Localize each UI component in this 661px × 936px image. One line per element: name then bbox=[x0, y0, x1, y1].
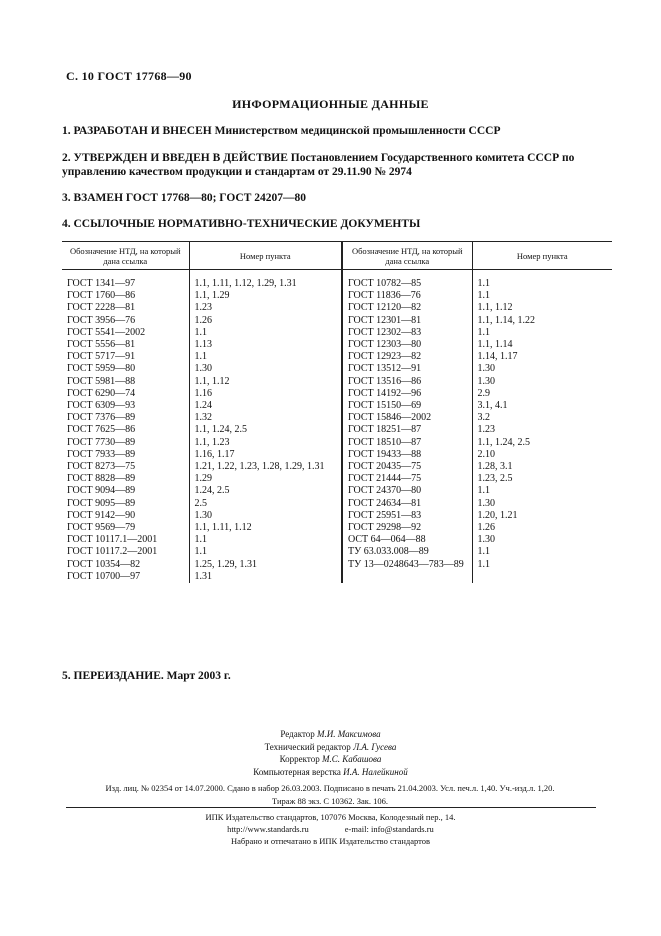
publisher-info bbox=[0, 811, 661, 847]
table-row bbox=[62, 498, 612, 510]
table-row bbox=[62, 485, 612, 497]
cell-clause: 1.14, 1.17 bbox=[472, 351, 612, 363]
cell-ntd: ГОСТ 14192—96 bbox=[342, 388, 472, 400]
cell-clause: 1.23 bbox=[472, 424, 612, 436]
cell-ntd: ГОСТ 5541—2002 bbox=[67, 326, 146, 338]
cell-ntd: ГОСТ 15846—2002 bbox=[342, 412, 472, 424]
table-row bbox=[62, 571, 612, 583]
credit-editor: Редактор М.И. Максимова bbox=[280, 729, 381, 739]
cell-clause: 1.1, 1.14, 1.22 bbox=[472, 315, 612, 327]
cell-clause: 1.1 bbox=[472, 290, 612, 302]
publisher-contacts bbox=[209, 823, 452, 835]
cell-ntd: ГОСТ 7730—89 bbox=[67, 436, 136, 448]
credit-layout: Компьютерная верстка И.А. Налейкиной bbox=[253, 766, 408, 777]
cell-ntd: ГОСТ 10700—97 bbox=[67, 570, 141, 582]
cell-ntd: ГОСТ 18251—87 bbox=[342, 424, 472, 436]
cell-clause: 1.16 bbox=[189, 388, 342, 400]
cell-clause bbox=[472, 571, 612, 583]
publisher-web-link[interactable]: http://www.standards.ru bbox=[227, 824, 309, 834]
cell-clause: 1.26 bbox=[472, 522, 612, 534]
item-lead: ВЗАМЕН ГОСТ 17768—80; ГОСТ 24207—80 bbox=[73, 192, 307, 204]
publisher-email-link[interactable]: e-mail: info@standards.ru bbox=[344, 824, 434, 834]
cell-ntd: ГОСТ 2228—81 bbox=[67, 302, 136, 314]
item-1 bbox=[62, 124, 622, 138]
table-body bbox=[62, 270, 612, 584]
cell-clause: 1.1 bbox=[189, 351, 342, 363]
cell-clause: 1.21, 1.22, 1.23, 1.28, 1.29, 1.31 bbox=[189, 461, 342, 473]
cell-clause: 3.2 bbox=[472, 412, 612, 424]
cell-clause: 1.1 bbox=[189, 534, 342, 546]
table-header-row bbox=[62, 242, 612, 270]
cell-clause: 1.13 bbox=[189, 339, 342, 351]
cell-clause: 1.1, 1.12 bbox=[189, 376, 342, 388]
cell-clause: 1.1 bbox=[189, 546, 342, 558]
cell-clause: 1.1, 1.11, 1.12 bbox=[189, 522, 342, 534]
cell-ntd: ГОСТ 1760—86 bbox=[67, 290, 136, 302]
cell-ntd: ГОСТ 24370—80 bbox=[342, 485, 472, 497]
cell-ntd: ГОСТ 8828—89 bbox=[67, 473, 136, 485]
cell-clause: 1.16, 1.17 bbox=[189, 449, 342, 461]
cell-clause: 1.1 bbox=[189, 327, 342, 339]
cell-ntd: ГОСТ 9095—89 bbox=[67, 497, 136, 509]
publication-info bbox=[30, 782, 630, 807]
cell-clause: 1.29 bbox=[189, 473, 342, 485]
cell-ntd: ГОСТ 12302—83 bbox=[342, 327, 472, 339]
publication-line: Тираж 88 экз. С 10362. Зак. 106. bbox=[271, 795, 389, 806]
cell-clause: 1.1, 1.12 bbox=[472, 302, 612, 314]
item-lead: УТВЕРЖДЕН И ВВЕДЕН В ДЕЙСТВИЕ bbox=[73, 152, 288, 164]
cell-ntd: ГОСТ 21444—75 bbox=[342, 473, 472, 485]
cell-clause: 1.30 bbox=[472, 363, 612, 375]
cell-ntd: ГОСТ 13512—91 bbox=[342, 363, 472, 375]
cell-ntd: ГОСТ 12120—82 bbox=[342, 302, 472, 314]
cell-ntd: ГОСТ 9142—90 bbox=[67, 509, 136, 521]
item-number: 2. bbox=[62, 152, 71, 164]
item-lead: ПЕРЕИЗДАНИЕ. Март 2003 г. bbox=[73, 670, 231, 682]
item-lead: ССЫЛОЧНЫЕ НОРМАТИВНО-ТЕХНИЧЕСКИЕ ДОКУМЕНТЫ bbox=[73, 218, 421, 230]
cell-ntd: ГОСТ 9094—89 bbox=[67, 485, 136, 497]
item-2 bbox=[62, 151, 622, 179]
cell-clause: 1.1 bbox=[472, 485, 612, 497]
cell-clause: 1.30 bbox=[189, 363, 342, 375]
cell-ntd: ГОСТ 3956—76 bbox=[67, 314, 136, 326]
credits-block bbox=[0, 728, 661, 778]
table-row bbox=[62, 302, 612, 314]
cell-ntd: ГОСТ 9569—79 bbox=[67, 522, 136, 534]
cell-clause: 1.32 bbox=[189, 412, 342, 424]
cell-clause: 1.1 bbox=[472, 559, 612, 571]
cell-ntd: ГОСТ 11836—76 bbox=[342, 290, 472, 302]
cell-ntd: ГОСТ 1341—97 bbox=[67, 278, 136, 289]
cell-ntd: ГОСТ 7625—86 bbox=[67, 424, 136, 436]
publisher-printing: Набрано и отпечатано в ИПК Издательство стандартов bbox=[230, 836, 431, 846]
table-row bbox=[62, 400, 612, 412]
item-number: 1. bbox=[62, 125, 71, 137]
cell-ntd: ТУ 63.033.008—89 bbox=[342, 546, 472, 558]
cell-ntd: ГОСТ 12923—82 bbox=[342, 351, 472, 363]
column-header-clause: Номер пункта bbox=[189, 242, 342, 270]
item-number: 4. bbox=[62, 218, 71, 230]
cell-clause: 1.1, 1.24, 2.5 bbox=[472, 437, 612, 449]
cell-clause: 1.24 bbox=[189, 400, 342, 412]
divider bbox=[66, 807, 596, 808]
cell-ntd: ТУ 13—0248643—783—89 bbox=[342, 559, 472, 571]
cell-clause: 2.10 bbox=[472, 449, 612, 461]
table-row bbox=[62, 339, 612, 351]
table-row bbox=[62, 327, 612, 339]
item-number: 3. bbox=[62, 192, 71, 204]
cell-ntd: ГОСТ 6309—93 bbox=[67, 400, 136, 412]
table-row bbox=[62, 412, 612, 424]
column-header-ntd: Обозначение НТД, на который дана ссылка bbox=[342, 242, 472, 270]
cell-ntd: ГОСТ 25951—83 bbox=[342, 510, 472, 522]
credit-proofreader: Корректор М.С. Кабашова bbox=[279, 754, 382, 764]
cell-clause: 1.1, 1.11, 1.12, 1.29, 1.31 bbox=[189, 270, 342, 291]
cell-ntd: ГОСТ 18510—87 bbox=[342, 437, 472, 449]
item-3 bbox=[62, 191, 622, 205]
cell-ntd: ГОСТ 5981—88 bbox=[67, 375, 136, 387]
table-row bbox=[62, 363, 612, 375]
cell-ntd: ГОСТ 7933—89 bbox=[67, 448, 136, 460]
table-row bbox=[62, 290, 612, 302]
page-header: С. 10 ГОСТ 17768—90 bbox=[66, 69, 192, 83]
table-row bbox=[62, 546, 612, 558]
item-4 bbox=[62, 217, 622, 231]
cell-ntd: ГОСТ 10117.2—2001 bbox=[67, 546, 158, 558]
table-row bbox=[62, 315, 612, 327]
cell-clause: 1.1, 1.14 bbox=[472, 339, 612, 351]
cell-clause: 1.23 bbox=[189, 302, 342, 314]
cell-ntd: ГОСТ 8273—75 bbox=[67, 461, 136, 473]
cell-clause: 1.20, 1.21 bbox=[472, 510, 612, 522]
publication-line: Изд. лиц. № 02354 от 14.07.2000. Сдано в набор 26.03.2003. Подписано в печать 21.04.2003. Усл. печ.л. 1,40. Уч.-изд.л. 1,20. bbox=[105, 783, 555, 793]
table-row bbox=[62, 351, 612, 363]
cell-clause: 1.30 bbox=[472, 534, 612, 546]
item-text: Постановлением Государственного комитета СССР по управлению качеством продукции и стандартам от 29.11.90 № 2974 bbox=[62, 152, 575, 178]
credit-tech-editor: Технический редактор Л.А. Гусева bbox=[264, 741, 397, 752]
table-row bbox=[62, 510, 612, 522]
item-5 bbox=[62, 669, 622, 683]
cell-clause: 3.1, 4.1 bbox=[472, 400, 612, 412]
cell-ntd: ГОСТ 20435—75 bbox=[342, 461, 472, 473]
table-row bbox=[62, 270, 612, 291]
cell-ntd: ГОСТ 29298—92 bbox=[342, 522, 472, 534]
cell-ntd bbox=[342, 571, 472, 583]
cell-ntd: ГОСТ 24634—81 bbox=[342, 498, 472, 510]
cell-ntd: ГОСТ 7376—89 bbox=[67, 412, 136, 424]
cell-clause: 1.1 bbox=[472, 546, 612, 558]
column-header-clause: Номер пункта bbox=[472, 242, 612, 270]
cell-clause: 2.5 bbox=[189, 498, 342, 510]
cell-clause: 1.26 bbox=[189, 315, 342, 327]
item-text: Министерством медицинской промышленности СССР bbox=[214, 125, 501, 137]
table-row bbox=[62, 534, 612, 546]
item-number: 5. bbox=[62, 670, 71, 682]
cell-ntd: ГОСТ 12301—81 bbox=[342, 315, 472, 327]
table-row bbox=[62, 388, 612, 400]
cell-ntd: ГОСТ 10782—85 bbox=[342, 270, 472, 291]
table-row bbox=[62, 424, 612, 436]
cell-ntd: ГОСТ 13516—86 bbox=[342, 376, 472, 388]
cell-ntd: ГОСТ 15150—69 bbox=[342, 400, 472, 412]
cell-clause: 1.1, 1.24, 2.5 bbox=[189, 424, 342, 436]
cell-clause: 1.31 bbox=[189, 571, 342, 583]
cell-clause: 1.23, 2.5 bbox=[472, 473, 612, 485]
cell-clause: 1.30 bbox=[472, 498, 612, 510]
cell-ntd: ОСТ 64—064—88 bbox=[342, 534, 472, 546]
item-lead: РАЗРАБОТАН И ВНЕСЕН bbox=[73, 125, 212, 137]
table-row bbox=[62, 559, 612, 571]
publisher-address: ИПК Издательство стандартов, 107076 Москва, Колодезный пер., 14. bbox=[205, 812, 456, 822]
cell-clause: 1.30 bbox=[189, 510, 342, 522]
cell-ntd: ГОСТ 10117.1—2001 bbox=[67, 534, 158, 546]
cell-clause: 1.24, 2.5 bbox=[189, 485, 342, 497]
cell-clause: 2.9 bbox=[472, 388, 612, 400]
table-row bbox=[62, 449, 612, 461]
table-row bbox=[62, 461, 612, 473]
column-header-ntd: Обозначение НТД, на который дана ссылка bbox=[62, 242, 189, 270]
table-row bbox=[62, 376, 612, 388]
cell-clause: 1.30 bbox=[472, 376, 612, 388]
cell-ntd: ГОСТ 5717—91 bbox=[67, 351, 136, 363]
table-row bbox=[62, 473, 612, 485]
table-row bbox=[62, 437, 612, 449]
cell-ntd: ГОСТ 6290—74 bbox=[67, 387, 136, 399]
cell-ntd: ГОСТ 10354—82 bbox=[67, 558, 141, 570]
cell-clause: 1.1, 1.23 bbox=[189, 437, 342, 449]
cell-ntd: ГОСТ 12303—80 bbox=[342, 339, 472, 351]
cell-clause: 1.28, 3.1 bbox=[472, 461, 612, 473]
page-title: ИНФОРМАЦИОННЫЕ ДАННЫЕ bbox=[232, 97, 429, 111]
cell-clause: 1.25, 1.29, 1.31 bbox=[189, 559, 342, 571]
cell-ntd: ГОСТ 5556—81 bbox=[67, 339, 136, 351]
cell-clause: 1.1 bbox=[472, 270, 612, 291]
cell-clause: 1.1 bbox=[472, 327, 612, 339]
cell-clause: 1.1, 1.29 bbox=[189, 290, 342, 302]
table-row bbox=[62, 522, 612, 534]
references-table bbox=[62, 241, 612, 583]
cell-ntd: ГОСТ 5959—80 bbox=[67, 363, 136, 375]
cell-ntd: ГОСТ 19433—88 bbox=[342, 449, 472, 461]
